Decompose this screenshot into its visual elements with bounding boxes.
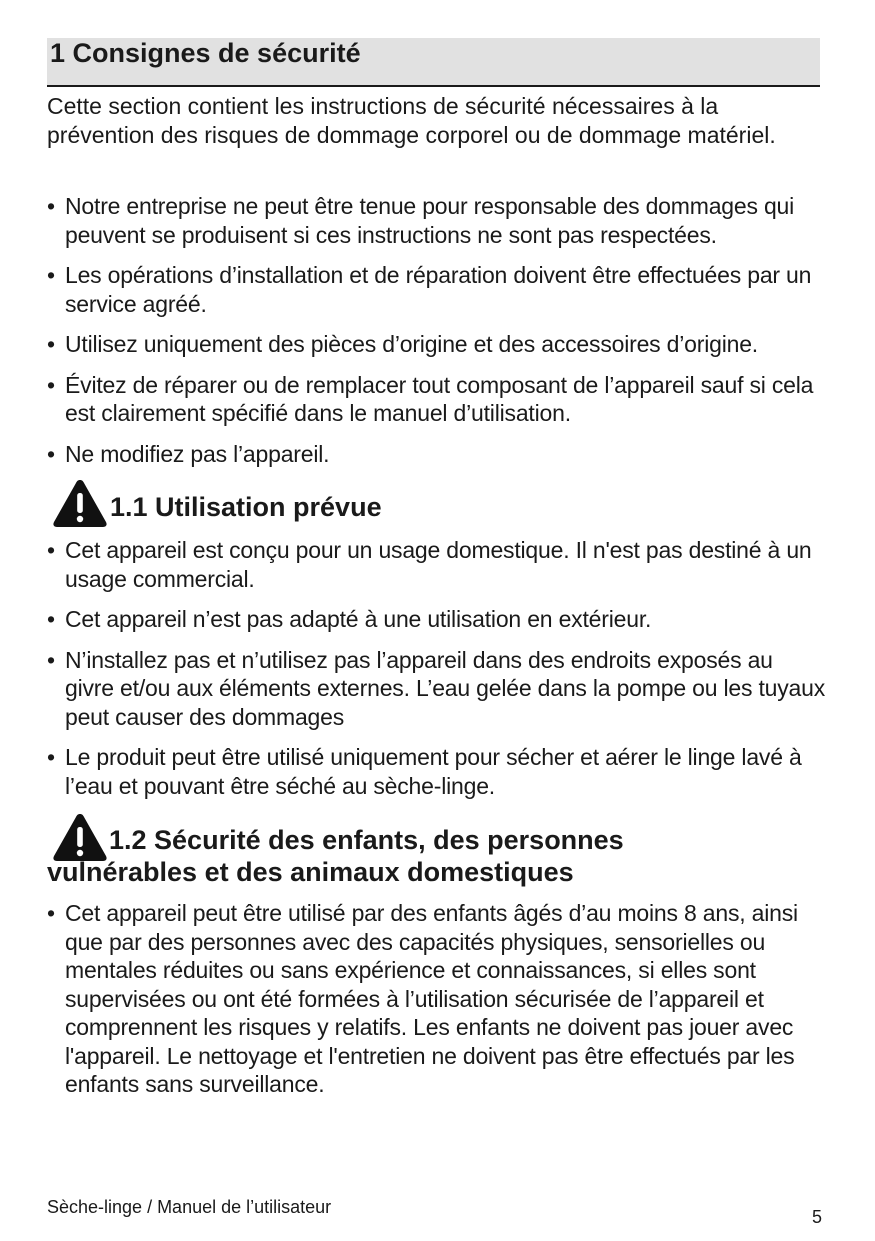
list-item: • Notre entreprise ne peut être tenue pour responsable des dommages qui peuvent se produisent si ces instructions ne sont pas respectées.	[47, 192, 827, 249]
warning-triangle-icon	[52, 478, 108, 528]
section-1-1-title: 1.1 Utilisation prévue	[110, 492, 382, 522]
child-safety-list	[47, 899, 827, 1099]
list-item: • Cet appareil peut être utilisé par des enfants âgés d’au moins 8 ans, ainsi que par des personnes avec des capacités physiques, sensorielles ou mentales réduites ou sans expérience et connaissances, si elles sont supervisées ou ont été formées à l’utilisation sécurisée de l’appareil et comprennent les risques y relatifs. Les enfants ne doivent pas jouer avec l'appareil. Le nettoyage et l'entretien ne doivent pas être effectués par les enfants sans surveillance.	[47, 899, 827, 1099]
page-number: 5	[811, 1207, 822, 1227]
list-item: • Ne modifiez pas l’appareil.	[47, 440, 827, 469]
list-item: • Les opérations d’installation et de réparation doivent être effectuées par un service agréé.	[47, 261, 827, 318]
intro-paragraph: Cette section contient les instructions de sécurité nécessaires à la prévention des risques de dommage corporel ou de dommage matériel.	[47, 93, 776, 148]
section-1-2-title: 1.2 Sécurité des enfants, des personnes vulnérables et des animaux domestiques	[47, 825, 624, 887]
list-item: • Cet appareil n’est pas adapté à une utilisation en extérieur.	[47, 605, 827, 634]
intended-use-list	[47, 536, 827, 812]
list-item: • Le produit peut être utilisé uniquement pour sécher et aérer le linge lavé à l’eau et pouvant être séché au sèche-linge.	[47, 743, 827, 800]
list-item: • Évitez de réparer ou de remplacer tout composant de l’appareil sauf si cela est clairement spécifié dans le manuel d’utilisation.	[47, 371, 827, 428]
list-item: • N’installez pas et n’utilisez pas l’appareil dans des endroits exposés au givre et/ou aux éléments externes. L’eau gelée dans la pompe ou les tuyaux peut causer des dommages	[47, 646, 827, 732]
footer-manual-title: Sèche-linge / Manuel de l’utilisateur	[47, 1197, 332, 1217]
general-safety-list	[47, 192, 827, 480]
chapter-header-bar	[47, 38, 820, 87]
list-item: • Cet appareil est conçu pour un usage domestique. Il n'est pas destiné à un usage commercial.	[47, 536, 827, 593]
chapter-title: 1 Consignes de sécurité	[50, 38, 361, 68]
list-item: • Utilisez uniquement des pièces d’origine et des accessoires d’origine.	[47, 330, 827, 359]
section-1-2-heading	[47, 824, 747, 888]
